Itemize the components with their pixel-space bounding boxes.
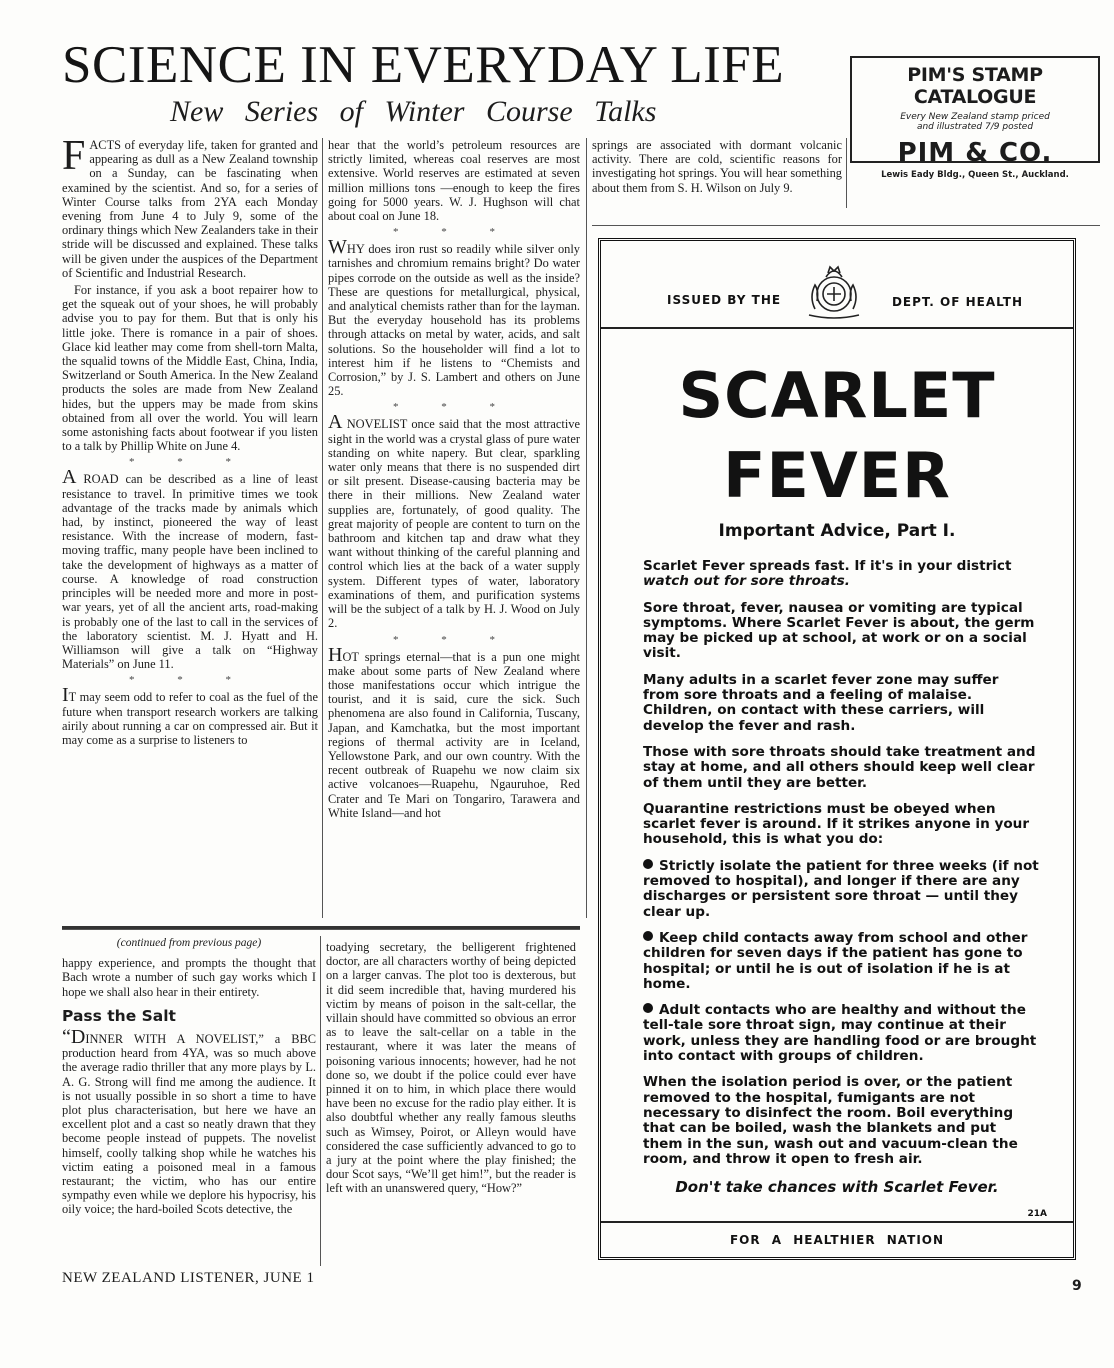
advert-closing: Don't take chances with Scarlet Fever. xyxy=(675,1178,999,1196)
health-advert xyxy=(598,238,1076,1260)
shoes-paragraph: For instance, if you ask a boot repairer how to get the squeak out of your shoes, he will probably advise you to pay for them. But that is only his little joke. There is romance in a pair of shoes. Glace kid leather may come from shell-torn Malta, the squalid towns of the Middle East, China, India, Switzerland or South America. In the New Zealand products the soles are made from New Zealand hides, but the uppers may be made from skins obtained from all over the world. You will learn some astonishing facts about footwear if you listen to a talk by Phillip White on June 4. xyxy=(62,283,318,454)
pim-name: PIM & CO. xyxy=(897,138,1053,168)
article-column-1 xyxy=(62,133,318,750)
coat-of-arms-icon xyxy=(801,261,867,321)
pim-note: Every New Zealand stamp priced and illustrated 7/9 posted xyxy=(900,112,1050,132)
column-divider xyxy=(846,138,847,208)
department-label: DEPT. OF HEALTH xyxy=(891,295,1023,309)
bullet-icon xyxy=(643,859,653,869)
advert-issuer-row xyxy=(601,241,1073,329)
hot-springs-paragraph: HOT springs eternal—that is a pun one might make about some parts of New Zealand where those manifestations occur which intrigue the tourist, and it is said, cure the sick. Such phenomena are also found in California, Tuscany, Japan, and Kamchatka, but the most important regions of thermal activity are in Iceland, Yellowstone Park, and our own country. With the recent outbreak of Ruapehu we now claim six active volcanoes—Ruapehu, Ngauruhoe, Red Crater and Te Mari on Tongariro, Tarawera and White Island—and hot xyxy=(328,643,580,820)
advert-bullet: Strictly isolate the patient for three weeks (if not removed to hospital), and longer if there are any discharges or persistent sore throat — until they clear up. xyxy=(643,857,1039,920)
advert-bullet: Keep child contacts away from school and other children for seven days if the patient has gone to hospital; or until he is out of isolation if he is at home. xyxy=(643,929,1028,992)
advert-bullet: Adult contacts who are healthy and without the tell-tale sore throat sign, may continue at their work, unless they are handling food or are brought into contact with groups of children. xyxy=(643,1002,1037,1065)
coal-continued-paragraph: hear that the world’s petroleum resources are strictly limited, whereas coal reserves are most extensive. World reserves are estimated at seven million millions tons —enough to keep the fires going for 5000 years. W. J. Hughson will chat about coal on June 18. xyxy=(328,138,580,224)
advert-body xyxy=(643,559,1039,1178)
pim-title: PIM'S STAMP CATALOGUE xyxy=(907,64,1043,108)
article-end-rule xyxy=(62,926,580,930)
intro-paragraph: FACTS of everyday life, taken for granted and appearing as dull as a New Zealand township on a Sunday, can be fascinating when examined by the scientist. And so, for a series of Winter Course talks from 2YA each Monday evening from June 4 to July 9, some of the ordinary things which New Zealanders take in their stride will be discussed and explained. These talks will be given under the auspices of the Department of Scientific and Industrial Research. xyxy=(62,133,318,280)
issued-by-label: ISSUED BY THE xyxy=(667,293,782,307)
advert-title-line-1: SCARLET xyxy=(678,359,996,432)
article-headline: SCIENCE IN EVERYDAY LIFE xyxy=(62,36,785,94)
article-subhead: New Series of Winter Course Talks xyxy=(170,95,657,128)
article-column-2 xyxy=(328,138,580,823)
pim-address: Lewis Eady Bldg., Queen St., Auckland. xyxy=(881,170,1069,180)
advert-paragraph: Quarantine restrictions must be obeyed when scarlet fever is around. If it strikes anyone in your household, this is what you do: xyxy=(643,800,1030,848)
article-column-3 xyxy=(592,138,842,198)
review-paragraph: “DINNER WITH A NOVELIST,” a BBC production heard from 4YA, was so much above the average radio thriller that any more plays by L. A. G. Strong will find me among the audience. It is not usually possible in so short a time to have plot plus characterisation, but here we have an excellent plot and a cast so neatly drawn that they become people instead of puppets. The novelist himself, coolly talking shop while he watches his victim eating a poisoned meal in a famous restaurant; the victim, who has our entire sympathy even while we deplore his hypocrisy, his oily voice; the hard-boiled Scots detective, the xyxy=(62,1026,316,1217)
advert-code: 21A xyxy=(1027,1209,1047,1219)
review-paragraph: toadying secretary, the belligerent frightened doctor, are all characters worthy of being depicted on a larger canvas. The plot too is dexterous, but it did seem incredible that, having murdered his victim by means of poison in the salt-cellar, the villain should have committed so obvious an error as to leave the salt-cellar on a table in the restaurant, where it was later the means of poisoning various innocents; however, had he not done so, we doubt if the police could ever have pinned it on to him, in which place there would have been no excuse for the radio play either. It is also doubtful whether any really famous sleuths such as Wimsey, Poirot, or Alleyn would have considered the case sufficiently advanced to go to a jury at the point where the play finished; the dour Scot says, “We’ll get him!”, but the reader is left with an unanswered query, “How?” xyxy=(326,940,576,1196)
column-divider xyxy=(586,138,587,918)
advert-paragraph: Many adults in a scarlet fever zone may suffer from sore throats and a feeling of malaise. Children, on contact with these carriers, will develop the fever and rash. xyxy=(643,671,999,734)
review-paragraph: happy experience, and prompts the thought that Bach wrote a number of such gay works which I hope we shall also hear in their entirety. xyxy=(62,956,316,999)
road-paragraph: A ROAD can be described as a line of least resistance to travel. In primitive times we took advantage of the tracks made by animals which had, by instinct, pioneered the way of least resistance. With the increase of modern, fast-moving traffic, many people have been inclined to take the development of highways as a matter of course. A knowledge of road construction principles will be needed more and more in post-war years, yet of all the ancient arts, road-making is probably one of the last to call in the services of the laboratory scientist. M. J. Hyatt and H. Williamson will give a talk on “Highway Materials” on June 11. xyxy=(62,466,318,672)
section-divider: * * * xyxy=(129,456,251,469)
advert-title-line-2: FEVER xyxy=(723,439,951,512)
page-number: 9 xyxy=(1072,1278,1082,1294)
advert-footer: FOR A HEALTHIER NATION xyxy=(601,1221,1073,1257)
publication-footer: NEW ZEALAND LISTENER, JUNE 1 xyxy=(62,1270,315,1286)
section-divider: * * * xyxy=(129,674,251,687)
column-divider xyxy=(320,936,321,1266)
section-rule xyxy=(592,225,1100,226)
advert-paragraph: Sore throat, fever, nausea or vomiting are typical symptoms. Where Scarlet Fever is about, the germ may be picked up at school, at work or on a social visit. xyxy=(643,599,1035,662)
review-column-2 xyxy=(326,940,576,1199)
review-heading: Pass the Salt xyxy=(62,1006,176,1025)
coal-paragraph: IT may seem odd to refer to coal as the fuel of the future when transport research workers are talking airily about running a car on compressed air. But it may come as a surprise to listeners to xyxy=(62,684,318,747)
iron-paragraph: WHY does iron rust so readily while silver only tarnishes and chromium remains bright? Do water pipes corrode on the outside as well as the inside? These are questions for metallurgical, physical, and analytical chemists rather than for the layman. But the everyday household has its problems through attacks on metal by water, acids, and salt solutions. So the householder will find a lot to interest him if he listens to “Chemists and Corrosion,” by J. S. Lambert and others on June 25. xyxy=(328,236,580,399)
continued-note: (continued from previous page) xyxy=(116,937,262,949)
advert-paragraph: When the isolation period is over, or the patient removed to the hospital, fumigants are not necessary to disinfect the room. Boil everything that can be boiled, wash the blankets and put them in the sun, wash out and vacuum-clean the room, and throw it open to fresh air. xyxy=(643,1074,1018,1167)
section-divider: * * * xyxy=(393,401,515,414)
pim-advert xyxy=(850,56,1100,180)
advert-paragraph: Scarlet Fever spreads fast. If it's in your district watch out for sore throats. xyxy=(643,558,1012,590)
bullet-icon xyxy=(643,931,653,941)
hot-springs-continued-paragraph: springs are associated with dormant volcanic activity. There are cold, scientific reasons for investigating hot springs. You will hear something about them from S. H. Wilson on July 9. xyxy=(592,138,842,195)
section-divider: * * * xyxy=(393,226,515,239)
review-column-1 xyxy=(62,936,316,1220)
column-divider xyxy=(322,138,323,918)
drop-cap: F xyxy=(62,133,86,179)
section-divider: * * * xyxy=(393,633,515,646)
bullet-icon xyxy=(643,1003,653,1013)
advert-paragraph: Those with sore throats should take treatment and stay at home, and all others should keep well clear of them until they are better. xyxy=(643,743,1036,791)
advert-subtitle: Important Advice, Part I. xyxy=(718,521,956,541)
water-paragraph: A NOVELIST once said that the most attractive sight in the world was a crystal glass of pure water standing on white napery. But clear, sparkling water only means that there is no suspended dirt or silt present. Disease-causing bacteria may be there in their millions. New Zealand water supplies are, fortunately, of good quality. The great majority of people are content to turn on the bathroom and kitchen tap and draw what they want without thinking of the careful planning and control which lies at the back of a water supply system. Different types of water, laboratory examinations of them, and purification systems will be the subject of a talk by H. J. Wood on July 2. xyxy=(328,411,580,631)
